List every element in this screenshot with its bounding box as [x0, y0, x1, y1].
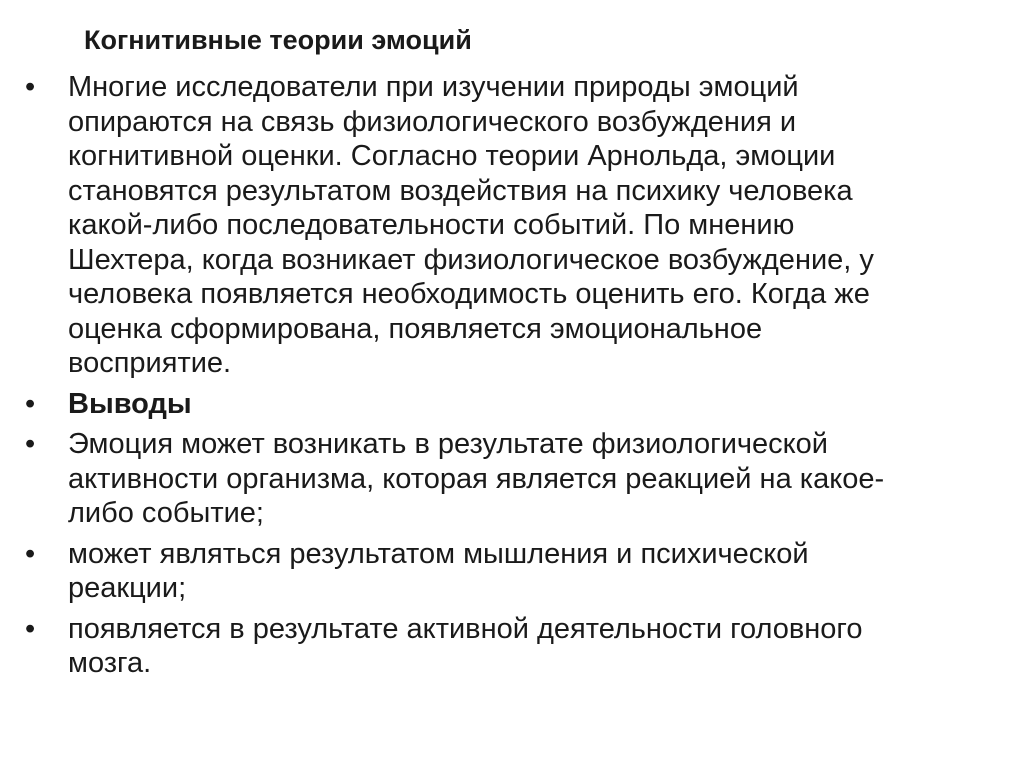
- bullet-dot-icon: •: [25, 537, 36, 570]
- bullet-text-line: когнитивной оценки. Согласно теории Арнольда, эмоции: [68, 140, 836, 172]
- bullet-text-line: активности организма, которая является реакцией на какое-: [68, 462, 885, 495]
- bullet-dot-icon: •: [25, 428, 36, 460]
- bullet-text-line: может являться результатом мышления и психической: [68, 537, 809, 570]
- bullet-text: [68, 387, 1004, 422]
- bullet-text-line: Многие исследователи при изучении природы эмоций: [68, 71, 799, 103]
- bullet-text: [68, 612, 1004, 681]
- bullet-text-line: Выводы: [68, 387, 192, 420]
- bullet-item: [0, 612, 1024, 681]
- bullet-list: [0, 70, 1024, 687]
- bullet-item: [0, 70, 1024, 381]
- bullet-item: [0, 537, 1024, 606]
- bullet-text-line: либо событие;: [68, 497, 264, 529]
- bullet-dot-icon: •: [25, 71, 36, 103]
- bullet-text-line: появляется в результате активной деятельности головного: [68, 612, 863, 645]
- bullet-text-line: опираются на связь физиологического возбуждения и: [68, 105, 797, 138]
- bullet-item: [0, 427, 1024, 531]
- bullet-text-line: Эмоция может возникать в результате физиологической: [68, 428, 829, 460]
- bullet-item: [0, 387, 1024, 422]
- bullet-text-line: человека появляется необходимость оценить его. Когда же: [68, 278, 870, 310]
- bullet-text-line: реакции;: [68, 572, 187, 604]
- bullet-text-line: мозга.: [68, 647, 152, 679]
- bullet-text: [68, 427, 1004, 531]
- bullet-dot-icon: •: [25, 387, 36, 420]
- bullet-dot-icon: •: [25, 612, 36, 645]
- bullet-text: [68, 70, 1004, 381]
- bullet-text: [68, 537, 1004, 606]
- slide-title: Когнитивные теории эмоций: [84, 25, 472, 55]
- bullet-text-line: Шехтера, когда возникает физиологическое возбуждение, у: [68, 243, 874, 276]
- bullet-text-line: оценка сформирована, появляется эмоциональное: [68, 312, 763, 345]
- bullet-text-line: какой-либо последовательности событий. По мнению: [68, 209, 795, 241]
- bullet-text-line: становятся результатом воздействия на психику человека: [68, 174, 853, 207]
- bullet-text-line: восприятие.: [68, 347, 232, 379]
